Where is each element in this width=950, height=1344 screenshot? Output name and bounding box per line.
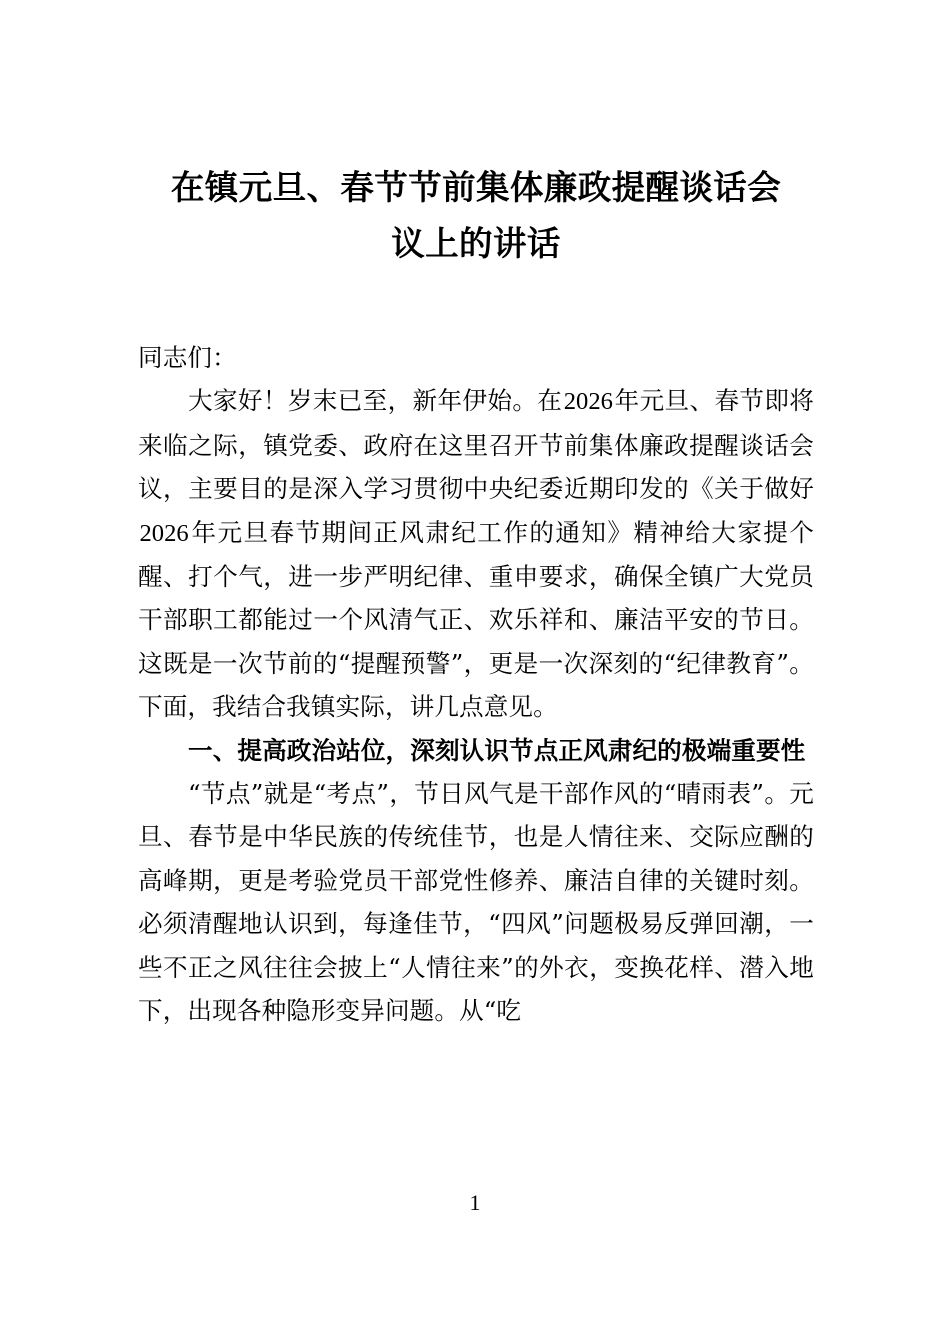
paragraph-opening [138, 379, 814, 728]
year-2026-first: 2026 [563, 388, 613, 416]
page-number-footer: 1 [469, 1190, 481, 1215]
paragraph-opening-part-a: 大家好！岁末已至，新年伊始。在 [188, 386, 563, 416]
year-2026-second: 2026 [139, 519, 189, 547]
document-body [138, 336, 814, 1033]
paragraph-section-1-body: “节点”就是“考点”，节日风气是干部作风的“晴雨表”。元旦、春节是中华民族的传统佳节，也是人情往来、交际应酬的高峰期，更是考验党员干部党性修养、廉洁自律的关键时刻。必须清醒地认识到，每逢佳节，“四风”问题极易反弹回潮，一些不正之风往往会披上“人情往来”的外衣，变换花样、潜入地下，出现各种隐形变异问题。从“吃 [138, 779, 814, 1026]
paragraph-opening-part-c: 年元旦春节期间正风肃纪工作的通知》精神给大家提个醒、打个气，进一步严明纪律、重申要求，确保全镇广大党员干部职工都能过一个风清气正、欢乐祥和、廉洁平安的节日。这既是一次节前的“提醒预警”，更是一次深刻的“纪律教育”。下面，我结合我镇实际，讲几点意见。 [138, 517, 814, 722]
title-line-1: 在镇元旦、春节节前集体廉政提醒谈话会 [170, 168, 782, 207]
salutation: 同志们： [138, 343, 237, 372]
title-line-2: 议上的讲话 [391, 224, 561, 263]
paragraph-opening-part-b: 年元旦、春节即将来临之际，镇党委、政府在这里召开节前集体廉政提醒谈话会议，主要目的是深入学习贯彻中央纪委近期印发的《关于做好 [138, 386, 814, 504]
section-heading-1: 一、提高政治站位，深刻认识节点正风肃纪的极端重要性 [188, 735, 806, 765]
page-title [138, 160, 814, 272]
